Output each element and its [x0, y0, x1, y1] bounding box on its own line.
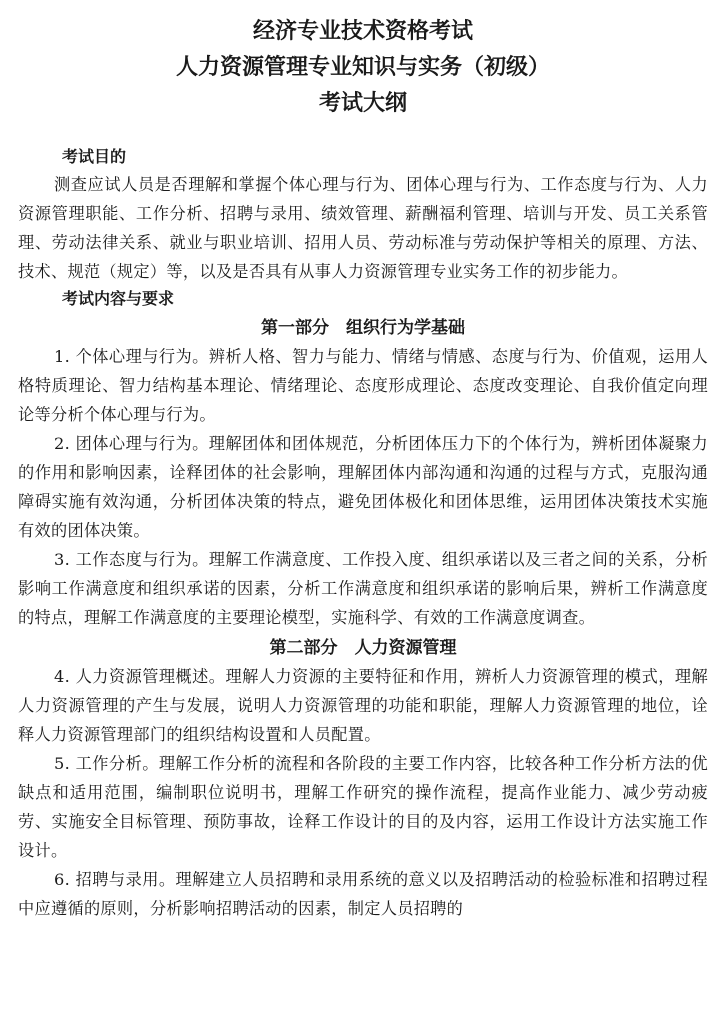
goal-heading: 考试目的 [62, 147, 127, 166]
goal-paragraph: 测查应试人员是否理解和掌握个体心理与行为、团体心理与行为、工作态度与行为、人力资源管理职能、工作分析、招聘与录用、绩效管理、薪酬福利管理、培训与开发、员工关系管理、劳动法律关系、就业与职业培训、招用人员、劳动标准与劳动保护等相关的原理、方法、技术、规范（规定）等，以及是否具有从事人力资源管理专业实务工作的初步能力。 [18, 175, 708, 281]
part1-item-1: 1. 个体心理与行为。辨析人格、智力与能力、情绪与情感、态度与行为、价值观，运用人格特质理论、智力结构基本理论、情绪理论、态度形成理论、态度改变理论、自我价值定向理论等分析个体心理与行为。 [18, 347, 708, 424]
part2-item-5: 5. 工作分析。理解工作分析的流程和各阶段的主要工作内容，比较各种工作分析方法的优缺点和适用范围，编制职位说明书，理解工作研究的操作流程，提高作业能力、减少劳动疲劳、实施安全目标管理、预防事故，诠释工作设计的目的及内容，运用工作设计方法实施工作设计。 [18, 754, 708, 860]
exam-title: 经济专业技术资格考试 [252, 19, 473, 44]
exam-subject-title: 人力资源管理专业知识与实务（初级） [175, 55, 550, 80]
part2-item-4: 4. 人力资源管理概述。理解人力资源的主要特征和作用，辨析人力资源管理的模式，理解人力资源管理的产生与发展，说明人力资源管理的功能和职能，理解人力资源管理的地位，诠释人力资源管理部门的组织结构设置和人员配置。 [18, 667, 708, 744]
part2-item-6: 6. 招聘与录用。理解建立人员招聘和录用系统的意义以及招聘活动的检验标准和招聘过程中应遵循的原则，分析影响招聘活动的因素，制定人员招聘的 [18, 870, 708, 918]
part1-item-2: 2. 团体心理与行为。理解团体和团体规范，分析团体压力下的个体行为，辨析团体凝聚力的作用和影响因素，诠释团体的社会影响，理解团体内部沟通和沟通的过程与方式，克服沟通障碍实施有效沟通，分析团体决策的特点，避免团体极化和团体思维，运用团体决策技术实施有效的团体决策。 [18, 434, 708, 540]
part1-title: 第一部分 组织行为学基础 [261, 318, 465, 338]
content-heading: 考试内容与要求 [62, 289, 175, 308]
document-page [18, 14, 708, 923]
part1-item-3: 3. 工作态度与行为。理解工作满意度、工作投入度、组织承诺以及三者之间的关系，分析影响工作满意度和组织承诺的因素，分析工作满意度和组织承诺的影响后果，辨析工作满意度的特点，理解工作满意度的主要理论模型，实施科学、有效的工作满意度调查。 [18, 550, 708, 627]
exam-outline-title: 考试大纲 [318, 91, 407, 116]
part2-title: 第二部分 人力资源管理 [269, 638, 457, 658]
